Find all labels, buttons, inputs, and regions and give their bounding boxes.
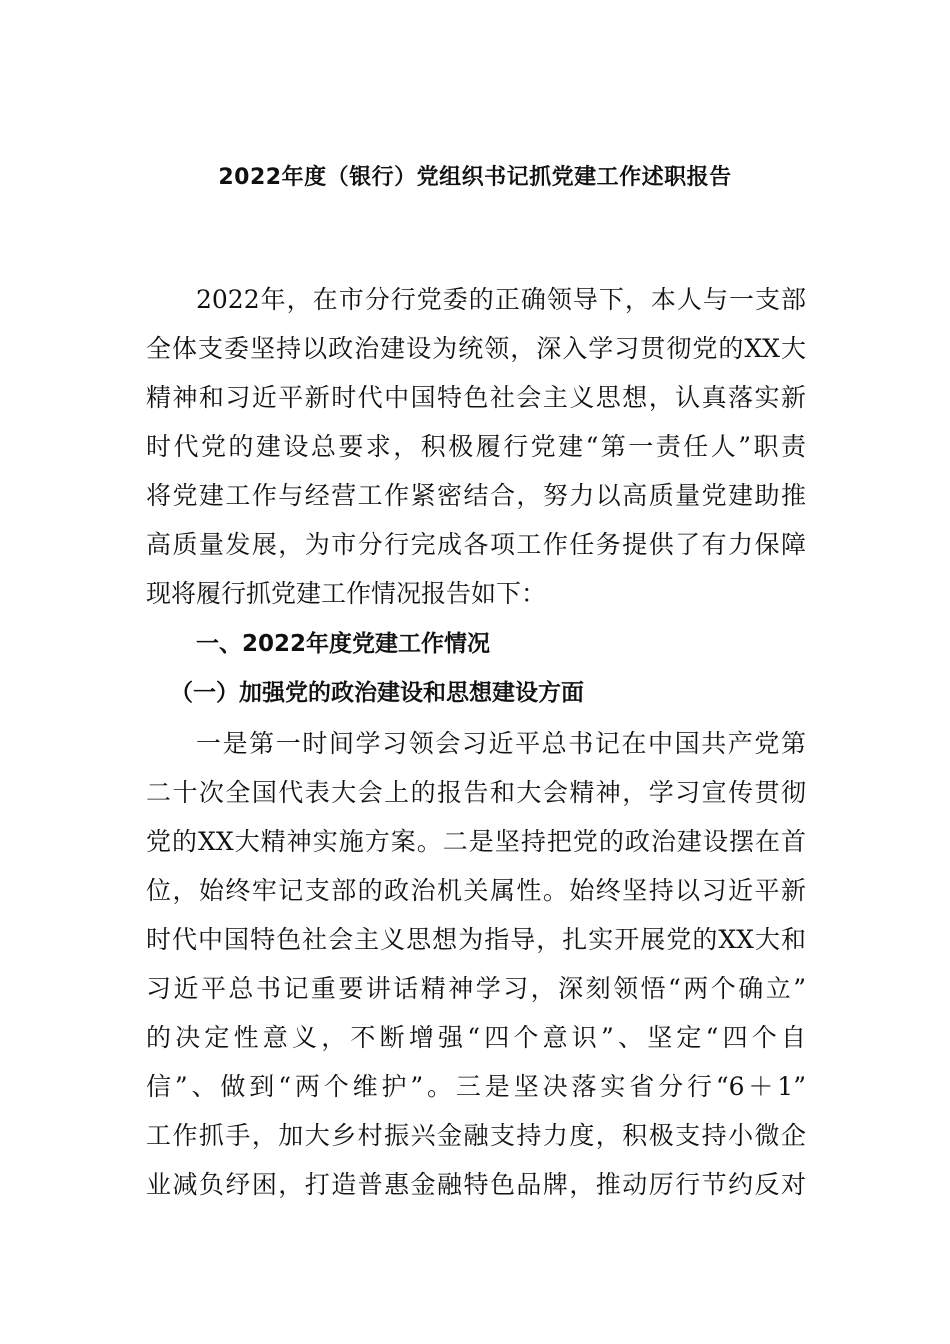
section-paragraph [146, 719, 806, 1209]
paragraph-line: 位，始终牢记支部的政治机关属性。始终坚持以习近平新 [146, 876, 806, 905]
subsection-heading: （一）加强党的政治建设和思想建设方面 [170, 680, 584, 706]
paragraph-line: 工作抓手，加大乡村振兴金融支持力度，积极支持小微企 [146, 1121, 806, 1150]
paragraph-line: 高质量发展，为市分行完成各项工作任务提供了有力保障 [146, 530, 806, 559]
document-title: 2022年度（银行）党组织书记抓党建工作述职报告 [218, 165, 732, 190]
paragraph-line: 习近平总书记重要讲话精神学习，深刻领悟“两个确立” [146, 974, 806, 1003]
paragraph-line: 将党建工作与经营工作紧密结合，努力以高质量党建助推 [146, 481, 806, 510]
paragraph-line: 党的XX大精神实施方案。二是坚持把党的政治建设摆在首 [146, 827, 806, 856]
paragraph-line: 全体支委坚持以政治建设为统领，深入学习贯彻党的XX大 [146, 334, 806, 363]
paragraph-line: 现将履行抓党建工作情况报告如下： [146, 579, 547, 608]
paragraph-line: 业减负纾困，打造普惠金融特色品牌，推动厉行节约反对 [146, 1170, 806, 1199]
paragraph-line: 二十次全国代表大会上的报告和大会精神，学习宣传贯彻 [146, 778, 806, 807]
paragraph-line: 精神和习近平新时代中国特色社会主义思想，认真落实新 [146, 383, 806, 412]
paragraph-line: 2022年，在市分行党委的正确领导下，本人与一支部 [196, 285, 806, 314]
intro-paragraph [146, 275, 806, 618]
paragraph-line: 时代中国特色社会主义思想为指导，扎实开展党的XX大和 [146, 925, 806, 954]
paragraph-line: 的决定性意义，不断增强“四个意识”、坚定“四个自 [146, 1023, 806, 1052]
paragraph-line: 一是第一时间学习领会习近平总书记在中国共产党第 [196, 729, 806, 758]
paragraph-line: 时代党的建设总要求，积极履行党建“第一责任人”职责 [146, 432, 806, 461]
paragraph-line: 信”、做到“两个维护”。三是坚决落实省分行“6＋1” [146, 1072, 806, 1101]
section-heading: 一、2022年度党建工作情况 [196, 631, 491, 657]
